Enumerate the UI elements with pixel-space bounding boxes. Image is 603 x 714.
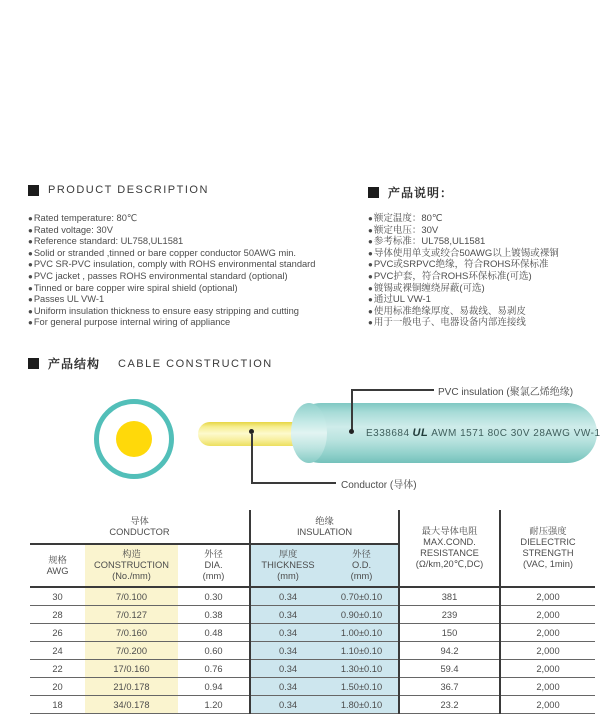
bullet-text: 额定温度：80℃ [373, 213, 443, 224]
cell-construction: 7/0.200 [85, 642, 178, 660]
bullet-text: Reference standard: UL758,UL1581 [33, 236, 184, 247]
section-square-icon [368, 187, 379, 198]
cell-awg: 22 [30, 660, 85, 678]
cell-od: 0.90±0.10 [325, 606, 399, 624]
bullet-text: Tinned or bare copper wire spiral shield (optional) [33, 282, 238, 293]
conductor-group-zh: 导体 [130, 515, 149, 526]
cell-awg: 18 [30, 696, 85, 714]
bullet-dot-icon: ● [368, 260, 373, 270]
cell-resistance: 94.2 [399, 642, 500, 660]
bullet-dot-icon: ● [368, 248, 373, 258]
cell-resistance: 23.2 [399, 696, 500, 714]
cell-resistance: 239 [399, 606, 500, 624]
bullet-item [28, 317, 378, 329]
table-row [30, 660, 595, 678]
product-description-header-zh [368, 184, 453, 201]
cell-dia: 0.76 [178, 660, 250, 678]
construction-column-header: 构造 CONSTRUCTION (No./mm) [85, 544, 178, 587]
cell-dielectric: 2,000 [500, 642, 595, 660]
cell-construction: 21/0.178 [85, 678, 178, 696]
bullet-dot-icon: ● [368, 283, 373, 293]
bullet-item [368, 306, 603, 318]
table-row [30, 696, 595, 714]
bullet-item [28, 236, 378, 248]
bullet-item [28, 248, 378, 260]
cell-dia: 0.38 [178, 606, 250, 624]
cable-marking-text [366, 427, 601, 439]
bullet-item [368, 236, 603, 248]
dia-column-header: 外径 DIA. (mm) [178, 544, 250, 587]
cell-awg: 28 [30, 606, 85, 624]
bullet-dot-icon: ● [28, 271, 33, 281]
cell-awg: 20 [30, 678, 85, 696]
bullet-text: For general purpose internal wiring of appliance [33, 317, 231, 328]
bullet-item [368, 259, 603, 271]
awg-column-header: 规格 AWG [30, 544, 85, 587]
bullet-text: 导体使用单支或绞合50AWG以上镀锡或裸铜 [373, 247, 559, 259]
section-square-icon [28, 358, 39, 369]
cell-dia: 0.30 [178, 587, 250, 606]
cable-end-cap [291, 403, 327, 463]
cell-dielectric: 2,000 [500, 587, 595, 606]
cell-dielectric: 2,000 [500, 624, 595, 642]
bullet-text: Rated voltage: 30V [33, 224, 113, 235]
cell-dielectric: 2,000 [500, 660, 595, 678]
product-description-list-zh [368, 213, 603, 329]
cell-awg: 26 [30, 624, 85, 642]
cell-resistance: 150 [399, 624, 500, 642]
table-row [30, 606, 595, 624]
bullet-item [368, 225, 603, 237]
bullet-text: 使用标准绝缘厚度、易裁线、易剥皮 [373, 305, 526, 317]
table-row [30, 587, 595, 606]
cell-dia: 0.94 [178, 678, 250, 696]
bullet-dot-icon: ● [368, 318, 373, 328]
conductor-core-icon [116, 421, 152, 457]
cell-od: 1.00±0.10 [325, 624, 399, 642]
construction-title-en: CABLE CONSTRUCTION [118, 357, 273, 370]
bullet-dot-icon: ● [368, 225, 373, 235]
bullet-item [28, 225, 378, 237]
bullet-text: 用于一般电子、电器设备内部连接线 [373, 317, 526, 329]
bullet-text: 通过UL VW-1 [373, 294, 431, 306]
bullet-dot-icon: ● [28, 295, 33, 305]
bullet-item [368, 248, 603, 260]
table-row [30, 624, 595, 642]
cell-resistance: 381 [399, 587, 500, 606]
product-description-title: PRODUCT DESCRIPTION [48, 184, 209, 196]
bullet-dot-icon: ● [28, 248, 33, 258]
bullet-dot-icon: ● [368, 295, 373, 305]
bullet-item [368, 271, 603, 283]
bullet-dot-icon: ● [368, 306, 373, 316]
cell-od: 0.70±0.10 [325, 587, 399, 606]
bullet-text: 参考标准：UL758,UL1581 [373, 236, 486, 248]
bullet-dot-icon: ● [28, 306, 33, 316]
marking-suffix: AWM 1571 80C 30V 28AWG VW-1 [431, 428, 601, 439]
bullet-item [28, 294, 378, 306]
bullet-dot-icon: ● [368, 271, 373, 281]
cell-thickness: 0.34 [250, 606, 325, 624]
cable-diagram [0, 375, 603, 507]
group-header-row [30, 510, 595, 544]
bullet-text: 额定电压：30V [373, 224, 439, 236]
insulation-leader-line [351, 389, 353, 431]
bullet-text: Solid or stranded ,tinned or bare copper conductor 50AWG min. [33, 247, 297, 258]
bullet-dot-icon: ● [368, 214, 373, 223]
cell-awg: 30 [30, 587, 85, 606]
cell-awg: 24 [30, 642, 85, 660]
bullet-item [28, 259, 378, 271]
bullet-text: PVC护套，符合ROHS环保标准(可选) [373, 270, 532, 282]
cell-thickness: 0.34 [250, 660, 325, 678]
cell-thickness: 0.34 [250, 587, 325, 606]
cable-cross-section [94, 399, 174, 479]
bullet-text: Passes UL VW-1 [33, 294, 105, 305]
dielectric-column-header: 耐压强度 DIELECTRIC STRENGTH (VAC, 1min) [500, 510, 595, 587]
bullet-dot-icon: ● [28, 283, 33, 293]
construction-title-zh: 产品结构 [48, 357, 101, 371]
cell-od: 1.80±0.10 [325, 696, 399, 714]
insulation-group-en: INSULATION [296, 526, 353, 537]
bullet-text: Rated temperature: 80℃ [33, 213, 138, 223]
ul-logo-icon: UL [412, 427, 429, 439]
resistance-column-header: 最大导体电阻 MAX.COND. RESISTANCE (Ω/km,20℃,DC) [399, 510, 500, 587]
cell-dielectric: 2,000 [500, 678, 595, 696]
product-description-title-zh: 产品说明： [388, 186, 454, 200]
section-square-icon [28, 185, 39, 196]
insulation-leader-line [351, 389, 434, 391]
bullet-item [28, 283, 378, 295]
cell-construction: 7/0.160 [85, 624, 178, 642]
cell-dielectric: 2,000 [500, 696, 595, 714]
cell-construction: 17/0.160 [85, 660, 178, 678]
cell-resistance: 59.4 [399, 660, 500, 678]
bullet-dot-icon: ● [28, 237, 33, 247]
bullet-text: PVC jacket , passes ROHS environmental standard (optional) [33, 270, 288, 281]
cell-dia: 1.20 [178, 696, 250, 714]
bullet-item [368, 283, 603, 295]
cell-dielectric: 2,000 [500, 606, 595, 624]
cell-thickness: 0.34 [250, 624, 325, 642]
insulation-group-zh: 绝缘 [315, 515, 334, 526]
cell-construction: 7/0.100 [85, 587, 178, 606]
bullet-item [28, 271, 378, 283]
thickness-column-header: 厚度 THICKNESS (mm) [250, 544, 325, 587]
product-description-header [28, 184, 209, 196]
insulation-leader-dot [349, 429, 354, 434]
cell-thickness: 0.34 [250, 696, 325, 714]
bullet-item [28, 306, 378, 318]
cable-construction-header [28, 355, 273, 372]
bullet-text: PVC SR-PVC insulation, comply with ROHS environmental standard [33, 259, 316, 270]
conductor-leader-line [251, 434, 253, 483]
bullet-dot-icon: ● [368, 237, 373, 247]
product-description-list-en [28, 213, 378, 329]
cell-thickness: 0.34 [250, 642, 325, 660]
od-column-header: 外径 O.D. (mm) [325, 544, 399, 587]
conductor-group-header [30, 510, 250, 544]
bullet-dot-icon: ● [28, 318, 33, 328]
bullet-item [368, 294, 603, 306]
marking-prefix: E338684 [366, 428, 410, 439]
cell-construction: 34/0.178 [85, 696, 178, 714]
spec-table [30, 510, 595, 714]
bullet-item [368, 213, 603, 225]
bullet-text: 镀锡或裸铜缠绕屏蔽(可选) [373, 282, 485, 294]
bullet-dot-icon: ● [28, 225, 33, 235]
bullet-text: PVC或SRPVC绝缘，符合ROHS环保标准 [373, 259, 549, 271]
cell-od: 1.10±0.10 [325, 642, 399, 660]
bullet-dot-icon: ● [28, 260, 33, 270]
bullet-item [368, 317, 603, 329]
cell-thickness: 0.34 [250, 678, 325, 696]
conductor-group-en: CONDUCTOR [109, 526, 170, 537]
table-row [30, 642, 595, 660]
cell-construction: 7/0.127 [85, 606, 178, 624]
cell-od: 1.50±0.10 [325, 678, 399, 696]
cell-od: 1.30±0.10 [325, 660, 399, 678]
table-row [30, 678, 595, 696]
cell-dia: 0.60 [178, 642, 250, 660]
bullet-text: Uniform insulation thickness to ensure easy stripping and cutting [33, 305, 299, 316]
cell-resistance: 36.7 [399, 678, 500, 696]
conductor-label: Conductor (导体) [341, 480, 417, 491]
insulation-group-header [250, 510, 399, 544]
bullet-item [28, 213, 378, 225]
conductor-leader-line [251, 482, 336, 484]
insulation-label: PVC insulation (聚氯乙烯绝缘) [438, 387, 574, 398]
cell-dia: 0.48 [178, 624, 250, 642]
bullet-dot-icon: ● [28, 214, 33, 223]
